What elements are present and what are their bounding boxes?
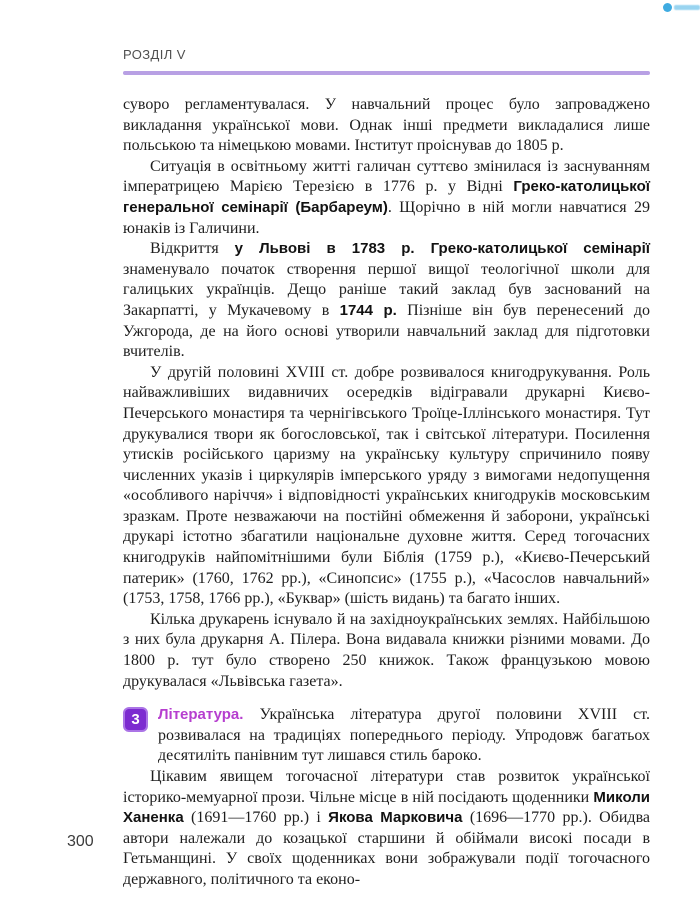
chapter-header: [123, 47, 650, 75]
section-paragraph: [123, 705, 650, 767]
body-paragraph: [123, 610, 650, 692]
section-title: Література.: [158, 706, 244, 724]
body-paragraph: [123, 95, 650, 157]
watermark: [663, 3, 700, 12]
text-run: Кілька друкарень існувало й на західноукраїнських землях. Найбільшою з них була друкарня А. Пілера. Вона видавала книжки різними мовами. До 1800 р. тут було створено 250 книжок. Також французькою мовою друкувалася «Львівська газета».: [123, 610, 650, 690]
text-run: Пізніше він був перенесений до Ужгорода, де на його основі утворили навчальний заклад для підготовки вчителів.: [123, 301, 651, 361]
text-run: Відкриття: [150, 240, 235, 258]
chapter-rule-divider: [123, 71, 650, 75]
body-paragraph: [123, 157, 650, 239]
key-term: у Львові в 1783 р. Греко-католицької семінарії: [234, 240, 650, 258]
text-run: У другій половині XVIII ст. добре розвивалося книгодрукування. Роль найважливіших видавничих осередків відігравали друкарні Києво-Печерського монастиря та чернігівського Троїце-Іллінського монастиря. Тут друкувалися твори як богословської, так і світської літератури. Посилення утисків російського царизму на українську культуру спричинило появу численних указів і циркулярів імперського уряду з вимогами недопущення «особливого наріччя» і відповідності українських книгодруків московським зразкам. Проте незважаючи на постійні обмеження й заборони, українські друкарі істотно збагатили національне духовне життя. Серед тогочасних книгодруків найпомітнішими були Біблія (1759 р.), «Києво-Печерський патерик» (1760, 1762 рр.), «Синопсис» (1755 р.), «Часослов навчальний» (1753, 1758, 1766 рр.), «Буквар» (шість видань) та багато інших.: [123, 363, 650, 608]
text-run: знаменувало початок створення першої вищої теологічної школи для галицьких українців. Дещо раніше такий заклад був заснований на Закарпатті, у Мукачевому в: [123, 260, 650, 319]
section-number-badge: 3: [123, 707, 148, 732]
text-run: (1691—1760 рр.) і: [183, 809, 329, 827]
text-run: Ситуація в освітньому житті галичан суттєво змінилася із заснуванням імператрицею Марією Терезією в 1776 р. у Відні: [123, 157, 650, 196]
key-term: Миколи Ханенка: [123, 788, 650, 827]
key-term: Греко-католицької генеральної семінарії (Барбареум): [123, 178, 650, 216]
page-number: 300: [67, 833, 94, 850]
text-run: Українська література другої половини XVIII ст. розвивалася на традиціях попереднього періоду. Упродовж багатьох десятиліть панівним тут лишався стиль бароко.: [158, 706, 650, 765]
text-run: Цікавим явищем тогочасної літератури став розвиток української історико-мемуарної прози. Чільне місце в ній посідають щоденники: [123, 768, 650, 806]
text-run: (1696—1770 рр.). Обидва автори належали до козацької старшини й обіймали високі посади в Гетьманщині. У своїх щоденниках вони зображували події тогочасного державного, політичного та еконо-: [123, 809, 651, 888]
key-term: 1744 р.: [339, 301, 397, 319]
body-paragraph: [123, 767, 650, 891]
key-term: Якова Марковича: [328, 809, 463, 827]
watermark-text-blur: [674, 5, 700, 10]
text-run: суворо регламентувалася. У навчальний процес було запроваджено викладання української мови. Однак інші предмети викладалися лише польською та німецькою мовами. Інститут проіснував до 1805 р.: [123, 96, 650, 155]
publisher-logo-icon: [663, 3, 672, 12]
body-paragraph: [123, 239, 650, 363]
text-column: [123, 95, 650, 891]
body-paragraph: [123, 363, 650, 610]
chapter-label: РОЗДІЛ V: [123, 47, 186, 62]
text-run: . Щорічно в ній могли навчатися 29 юнаків із Галичини.: [123, 198, 650, 237]
